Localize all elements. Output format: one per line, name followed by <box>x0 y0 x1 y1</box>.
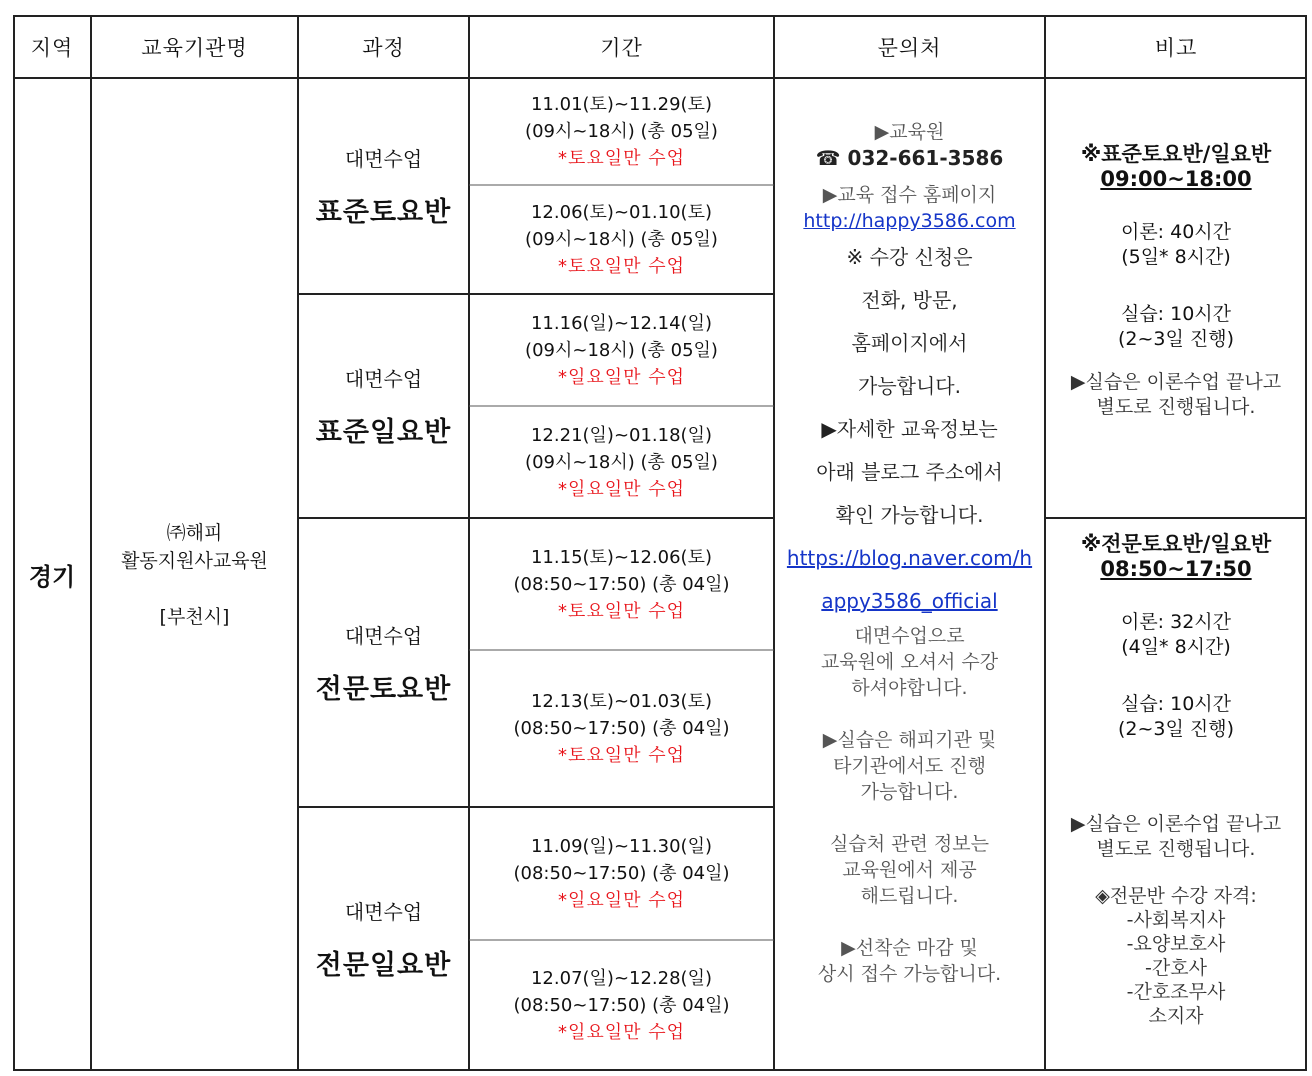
session-note: *일요일만 수업 <box>557 1022 686 1043</box>
session-note: *토요일만 수업 <box>557 600 686 622</box>
region-cell <box>13 78 91 1071</box>
session-3 <box>469 294 774 406</box>
contact-apply-2: 전화, 방문, <box>861 288 958 312</box>
contact-cell <box>774 78 1045 1071</box>
session-dates: 12.21(일)~01.18(일) <box>530 424 712 446</box>
institution-company: ㈜해피 <box>166 521 223 544</box>
institution-name: 활동지원사교육원 <box>121 549 268 572</box>
course-name: 표준토요반 <box>315 197 452 228</box>
contact-apply-1: ※ 수강 신청은 <box>846 245 973 269</box>
course-mode: 대면수업 <box>344 367 423 391</box>
session-time: (09시~18시) (총 05일) <box>525 121 718 142</box>
contact-blog-1: ▶자세한 교육정보는 <box>821 417 998 441</box>
remarks-standard-note-2: 별도로 진행됩니다. <box>1096 396 1256 418</box>
header-period: 기간 <box>600 35 643 60</box>
course-expert-saturday <box>298 518 469 807</box>
remarks-expert-practice-1: 실습: 10시간 <box>1120 693 1232 715</box>
contact-first-2: 상시 접수 가능합니다. <box>817 963 1002 985</box>
session-dates: 11.01(토)~11.29(토) <box>530 94 712 115</box>
remarks-expert-practice-2: (2~3일 진행) <box>1117 718 1235 740</box>
contact-practice-1: ▶실습은 해피기관 및 <box>822 729 997 751</box>
course-standard-saturday <box>298 78 469 294</box>
session-dates: 12.07(일)~12.28(일) <box>530 968 712 989</box>
session-time: (08:50~17:50) (총 04일) <box>513 718 730 739</box>
session-note: *일요일만 수업 <box>557 366 686 388</box>
remarks-standard-practice-2: (2~3일 진행) <box>1117 328 1235 350</box>
course-expert-sunday <box>298 807 469 1071</box>
session-note: *일요일만 수업 <box>557 890 686 911</box>
remarks-expert-note-1: ▶실습은 이론수업 끝나고 <box>1070 813 1282 835</box>
contact-homepage-label: ▶교육 접수 홈페이지 <box>822 184 997 206</box>
remarks-standard-practice-1: 실습: 10시간 <box>1120 303 1232 325</box>
remarks-expert-qual-3: -간호사 <box>1145 957 1207 979</box>
contact-phone: ☎ 032-661-3586 <box>815 146 1004 170</box>
contact-practice-2: 타기관에서도 진행 <box>833 755 986 777</box>
session-time: (09시~18시) (총 05일) <box>525 229 718 250</box>
contact-practice-3: 가능합니다. <box>860 781 959 803</box>
remarks-standard-hours: 09:00~18:00 <box>1100 167 1252 191</box>
course-mode: 대면수업 <box>344 900 423 924</box>
session-note: *일요일만 수업 <box>557 478 686 500</box>
header-remarks: 비고 <box>1154 35 1198 60</box>
remarks-expert <box>1045 518 1307 1071</box>
contact-first-1: ▶선착순 마감 및 <box>841 937 978 959</box>
course-name: 전문토요반 <box>315 673 452 705</box>
remarks-standard-theory-1: 이론: 40시간 <box>1120 221 1232 243</box>
schedule-table <box>13 15 1307 1071</box>
contact-blog-3: 확인 가능합니다. <box>835 503 984 527</box>
session-dates: 12.06(토)~01.10(토) <box>530 202 712 223</box>
session-dates: 12.13(토)~01.03(토) <box>530 691 712 712</box>
remarks-expert-qual-2: -요양보호사 <box>1126 933 1226 955</box>
session-1 <box>469 78 774 185</box>
contact-blog-link-1[interactable]: https://blog.naver.com/h <box>786 546 1033 570</box>
remarks-expert-theory-1: 이론: 32시간 <box>1120 611 1232 633</box>
contact-institute-label: ▶교육원 <box>874 121 945 143</box>
session-note: *토요일만 수업 <box>557 256 686 277</box>
session-8 <box>469 940 774 1071</box>
remarks-expert-qual-5: 소지자 <box>1148 1005 1204 1027</box>
header-region: 지역 <box>30 35 74 60</box>
remarks-standard-theory-2: (5일* 8시간) <box>1121 246 1231 268</box>
session-4 <box>469 406 774 518</box>
course-name: 전문일요반 <box>315 950 452 981</box>
session-time: (08:50~17:50) (총 04일) <box>513 863 730 884</box>
session-6 <box>469 650 774 807</box>
contact-info-1: 실습처 관련 정보는 <box>830 833 989 855</box>
header-institution: 교육기관명 <box>141 35 248 60</box>
contact-inperson-2: 교육원에 오셔서 수강 <box>820 651 999 673</box>
contact-info-3: 해드립니다. <box>860 885 959 907</box>
contact-blog-link-2[interactable]: appy3586_official <box>821 589 998 613</box>
session-dates: 11.16(일)~12.14(일) <box>530 312 712 334</box>
remarks-expert-title: ※전문토요반/일요반 <box>1080 532 1272 556</box>
session-time: (08:50~17:50) (총 04일) <box>513 573 730 595</box>
contact-homepage-link[interactable]: http://happy3586.com <box>803 210 1016 232</box>
contact-inperson-1: 대면수업으로 <box>854 625 965 647</box>
contact-apply-3: 홈페이지에서 <box>851 331 968 355</box>
session-time: (09시~18시) (총 05일) <box>525 451 718 473</box>
session-note: *토요일만 수업 <box>557 745 686 766</box>
contact-info-2: 교육원에서 제공 <box>842 859 977 881</box>
remarks-expert-qual-title: ◈전문반 수강 자격: <box>1095 885 1257 907</box>
course-name: 표준일요반 <box>315 417 452 448</box>
header-contact: 문의처 <box>877 35 942 60</box>
session-time: (09시~18시) (총 05일) <box>525 339 718 361</box>
session-note: *토요일만 수업 <box>557 148 686 169</box>
remarks-standard-title: ※표준토요반/일요반 <box>1080 142 1272 166</box>
session-time: (08:50~17:50) (총 04일) <box>513 995 730 1016</box>
institution-cell <box>91 78 298 1071</box>
contact-inperson-3: 하셔야합니다. <box>851 677 968 699</box>
remarks-standard <box>1045 78 1307 518</box>
remarks-expert-note-2: 별도로 진행됩니다. <box>1096 838 1256 860</box>
contact-blog-2: 아래 블로그 주소에서 <box>816 460 1003 484</box>
remarks-expert-theory-2: (4일* 8시간) <box>1121 636 1231 658</box>
region-label: 경기 <box>28 563 76 591</box>
course-mode: 대면수업 <box>344 147 423 171</box>
course-mode: 대면수업 <box>344 623 423 648</box>
remarks-expert-qual-1: -사회복지사 <box>1126 909 1226 931</box>
session-dates: 11.09(일)~11.30(일) <box>530 836 712 857</box>
session-7 <box>469 807 774 940</box>
course-standard-sunday <box>298 294 469 518</box>
remarks-expert-hours: 08:50~17:50 <box>1100 557 1252 581</box>
session-5 <box>469 518 774 650</box>
session-2 <box>469 185 774 294</box>
contact-apply-4: 가능합니다. <box>858 374 961 398</box>
remarks-expert-qual-4: -간호조무사 <box>1126 981 1226 1003</box>
session-dates: 11.15(토)~12.06(토) <box>530 546 712 568</box>
institution-city: [부천시] <box>159 605 230 628</box>
header-course: 과정 <box>362 35 405 60</box>
remarks-standard-note-1: ▶실습은 이론수업 끝나고 <box>1070 371 1282 393</box>
